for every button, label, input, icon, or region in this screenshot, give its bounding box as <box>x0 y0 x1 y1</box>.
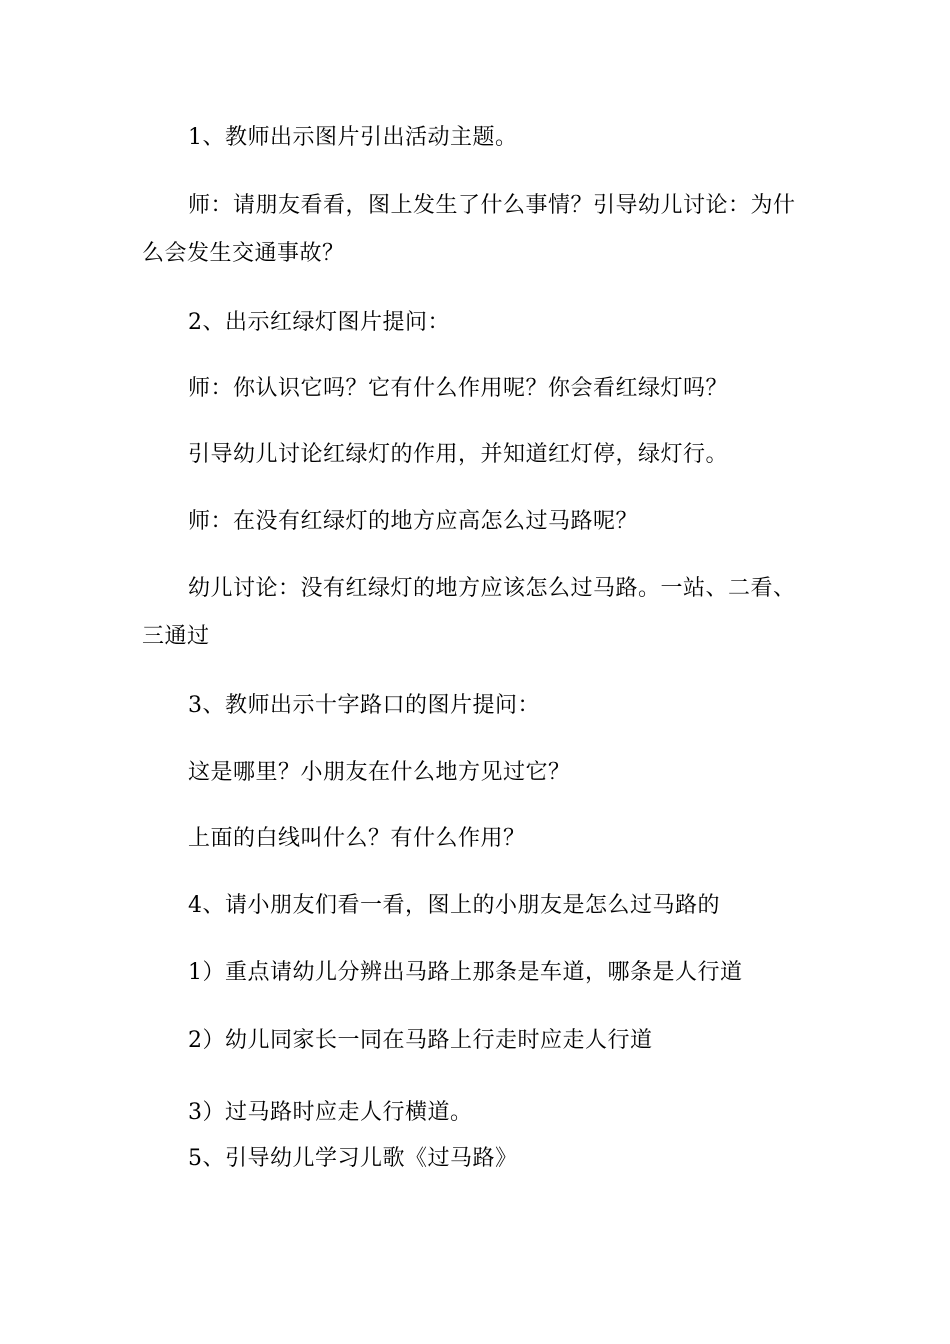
paragraph-8: 3、教师出示十字路口的图片提问： <box>188 693 540 718</box>
paragraph-12: 1）重点请幼儿分辨出马路上那条是车道，哪条是人行道 <box>188 960 743 985</box>
paragraph-7: 幼儿讨论：没有红绿灯的地方应该怎么过马路。一站、二看、三通过 <box>142 576 796 649</box>
paragraph-14: 3）过马路时应走人行横道。 <box>188 1100 473 1125</box>
paragraph-4: 师：你认识它吗？它有什么作用呢？你会看红绿灯吗？ <box>188 376 729 401</box>
paragraph-6: 师：在没有红绿灯的地方应高怎么过马路呢？ <box>188 509 639 534</box>
paragraph-11: 4、请小朋友们看一看，图上的小朋友是怎么过马路的 <box>188 893 720 918</box>
paragraph-5: 引导幼儿讨论红绿灯的作用，并知道红灯停，绿灯行。 <box>188 442 729 467</box>
paragraph-3: 2、出示红绿灯图片提问： <box>188 310 450 335</box>
paragraph-9: 这是哪里？小朋友在什么地方见过它？ <box>188 760 571 785</box>
paragraph-15: 5、引导幼儿学习儿歌《过马路》 <box>188 1146 518 1171</box>
paragraph-2: 师：请朋友看看，图上发生了什么事情？引导幼儿讨论：为什么会发生交通事故？ <box>142 193 796 266</box>
paragraph-13: 2）幼儿同家长一同在马路上行走时应走人行道 <box>188 1028 653 1053</box>
paragraph-10: 上面的白线叫什么？有什么作用？ <box>188 826 526 851</box>
paragraph-1: 1、教师出示图片引出活动主题。 <box>188 125 518 150</box>
